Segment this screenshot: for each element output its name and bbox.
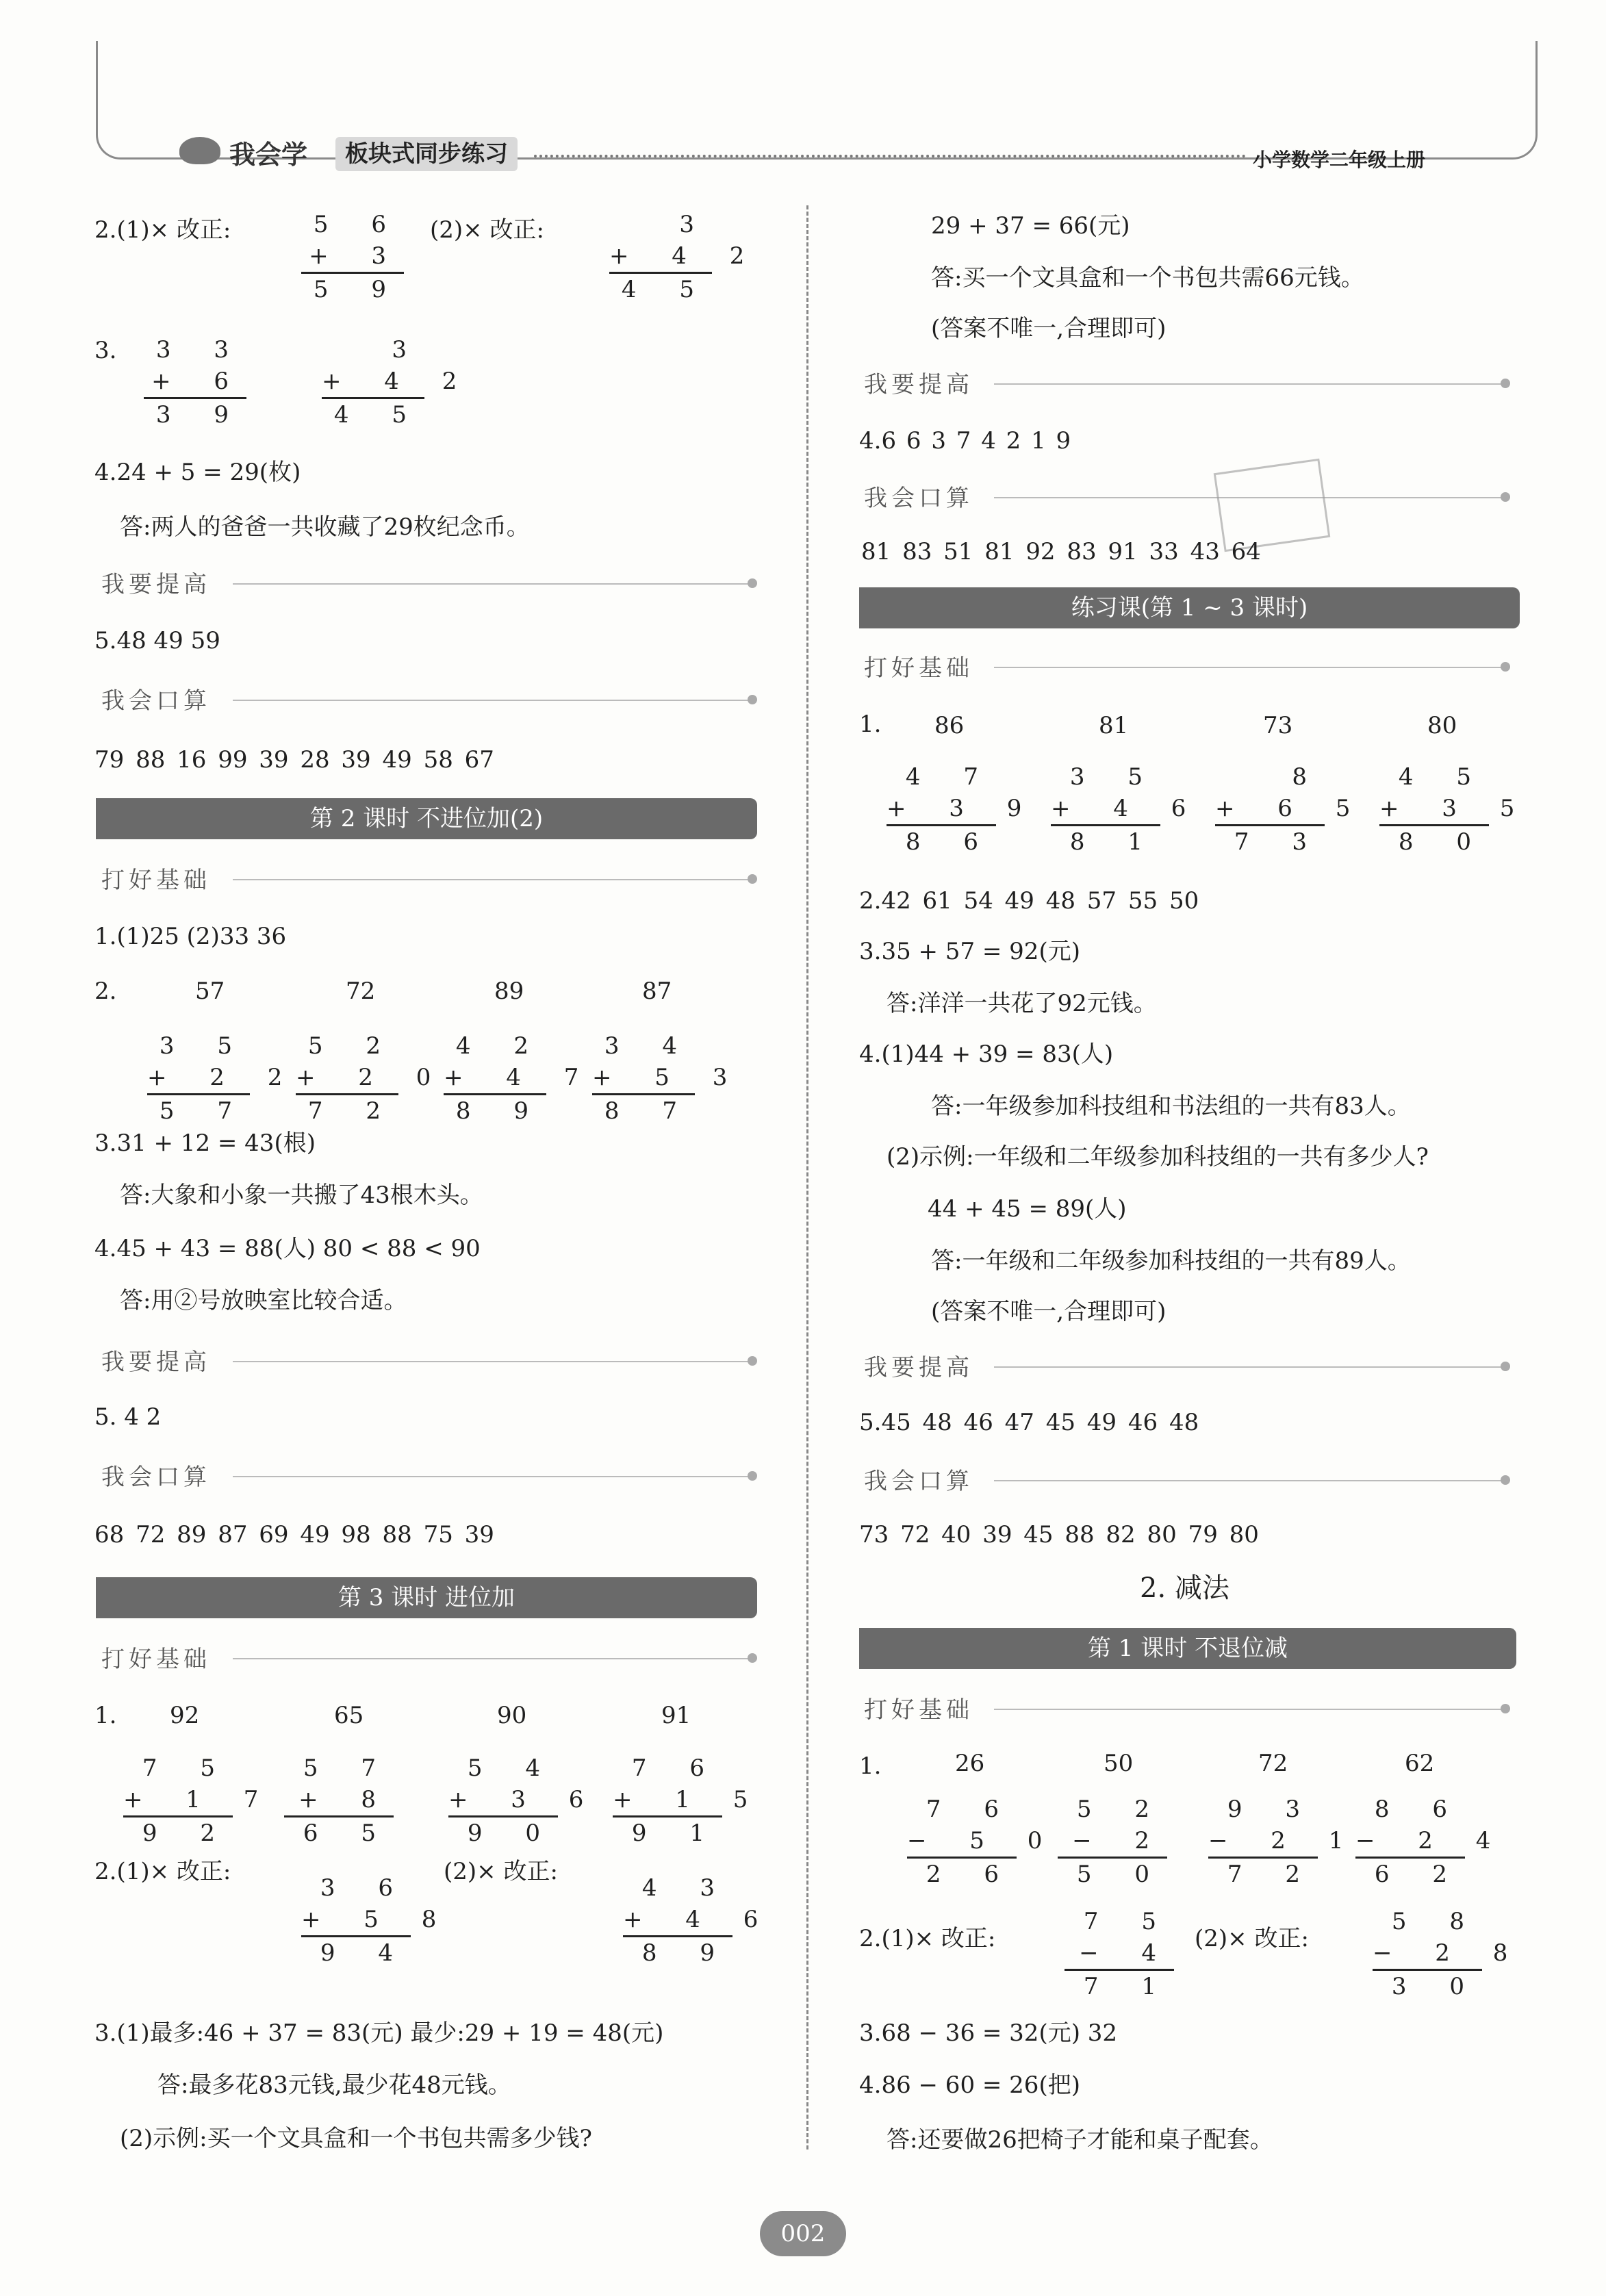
book-title: 小学数学二年级上册 bbox=[1253, 149, 1426, 171]
q4-equation: 4.86 − 60 = 26(把) bbox=[859, 2071, 1080, 2099]
section-basic: 打好基础 bbox=[864, 654, 973, 682]
section-oral: 我会口算 bbox=[101, 687, 211, 715]
section-oral: 我会口算 bbox=[864, 485, 973, 512]
q2-label: 2.(1)× 改正: bbox=[859, 1925, 996, 1952]
q4-answer: 答:还要做26把椅子才能和桌子配套。 bbox=[887, 2126, 1273, 2154]
vertical-addition: 5 7 + 8 6 5 bbox=[284, 1752, 394, 1849]
vertical-subtraction: 7 6 − 5 0 2 6 bbox=[907, 1796, 1060, 1888]
answer-number: 72 bbox=[1258, 1750, 1288, 1777]
section-basic: 打好基础 bbox=[101, 1646, 211, 1673]
answer-number: 72 bbox=[346, 978, 376, 1005]
q1-label: 1. bbox=[859, 1752, 882, 1780]
q2-label: 2. bbox=[94, 978, 117, 1005]
q3-answer: 答:最多花83元钱,最少花48元钱。 bbox=[157, 2071, 511, 2099]
q4-answer: 答:用②号放映室比较合适。 bbox=[120, 1287, 407, 1314]
vertical-subtraction: 7 5 − 4 7 1 bbox=[1065, 1906, 1174, 2002]
q3-answer: 答:大象和小象一共搬了43根木头。 bbox=[120, 1182, 483, 1209]
section-dot bbox=[748, 695, 757, 704]
q2b-label: (2)× 改正: bbox=[430, 216, 544, 244]
answer-number: 65 bbox=[334, 1702, 364, 1729]
q3-equation: 3.68 − 36 = 32(元) 32 bbox=[859, 2019, 1118, 2047]
section-line bbox=[994, 1709, 1504, 1710]
answer-number: 62 bbox=[1405, 1750, 1435, 1777]
answer-number: 92 bbox=[170, 1702, 200, 1729]
oral-answers: 81 83 51 81 92 83 91 33 43 64 bbox=[861, 538, 1261, 565]
vertical-addition: 8 + 6 5 7 3 bbox=[1215, 763, 1368, 856]
vertical-addition: 4 7 + 3 9 8 6 bbox=[887, 763, 1040, 856]
answer: 答:买一个文具盒和一个书包共需66元钱。 bbox=[931, 264, 1364, 292]
lesson-banner: 第 1 课时 不退位减 bbox=[859, 1628, 1516, 1669]
note: (答案不唯一,合理即可) bbox=[931, 1298, 1167, 1325]
vertical-addition: 4 5 + 3 5 8 0 bbox=[1379, 763, 1533, 856]
section-basic: 打好基础 bbox=[101, 867, 211, 894]
note: (答案不唯一,合理即可) bbox=[931, 315, 1167, 342]
vertical-subtraction: 8 6 − 2 4 6 2 bbox=[1355, 1796, 1509, 1888]
section-improve: 我要提高 bbox=[864, 371, 973, 398]
q3-label: 3. bbox=[94, 337, 117, 364]
series-pill: 板块式同步练习 bbox=[335, 137, 518, 171]
lesson-banner: 第 2 课时 不进位加(2) bbox=[96, 798, 757, 839]
answer-number: 57 bbox=[195, 978, 225, 1005]
vertical-addition: 3 5 + 2 2 5 7 bbox=[147, 1032, 301, 1125]
oral-answers: 68 72 89 87 69 49 98 88 75 39 bbox=[94, 1521, 494, 1548]
q2-label: 2.(1)× 改正: bbox=[94, 216, 231, 244]
q2b-label: (2)× 改正: bbox=[1195, 1925, 1309, 1952]
chapter-title: 2. 减法 bbox=[1140, 1572, 1229, 1604]
section-line bbox=[233, 700, 753, 701]
header-dots bbox=[534, 155, 1246, 157]
section-dot bbox=[1501, 492, 1510, 502]
section-basic: 打好基础 bbox=[864, 1696, 973, 1724]
section-line bbox=[233, 1476, 753, 1477]
vertical-addition: 4 2 + 4 7 8 9 bbox=[444, 1032, 597, 1125]
lesson-banner: 练习课(第 1 ~ 3 课时) bbox=[859, 587, 1520, 628]
section-dot bbox=[1501, 1704, 1510, 1713]
section-oral: 我会口算 bbox=[101, 1464, 211, 1491]
vertical-addition: 3 + 4 2 4 5 bbox=[322, 336, 475, 429]
vertical-addition: 3 5 + 4 6 8 1 bbox=[1051, 763, 1204, 856]
vertical-addition: 3 4 + 5 3 8 7 bbox=[592, 1032, 745, 1125]
q4-equation: 4.24 + 5 = 29(枚) bbox=[94, 459, 301, 486]
section-line bbox=[994, 1480, 1504, 1481]
section-oral: 我会口算 bbox=[864, 1468, 973, 1495]
q2-label: 2.(1)× 改正: bbox=[94, 1858, 231, 1885]
answer-number: 80 bbox=[1427, 712, 1457, 739]
section-line bbox=[233, 1658, 753, 1659]
section-improve: 我要提高 bbox=[101, 1349, 211, 1376]
section-dot bbox=[1501, 1362, 1510, 1371]
section-dot bbox=[748, 578, 757, 588]
q2-answer: 2.42 61 54 49 48 57 55 50 bbox=[859, 887, 1199, 915]
section-improve: 我要提高 bbox=[101, 571, 211, 598]
q2b-label: (2)× 改正: bbox=[444, 1858, 558, 1885]
section-line bbox=[994, 1366, 1504, 1368]
q4-answer: 答:两人的爸爸一共收藏了29枚纪念币。 bbox=[120, 513, 530, 541]
section-dot bbox=[748, 1653, 757, 1663]
section-dot bbox=[748, 1471, 757, 1481]
q4-equation: 4.(1)44 + 39 = 83(人) bbox=[859, 1041, 1114, 1068]
page-number: 002 bbox=[760, 2211, 846, 2256]
section-dot bbox=[748, 874, 757, 884]
column-divider bbox=[806, 205, 808, 2150]
vertical-subtraction: 5 8 − 2 8 3 0 bbox=[1373, 1908, 1526, 2000]
vertical-addition: 5 2 + 2 0 7 2 bbox=[296, 1032, 449, 1125]
section-line bbox=[233, 583, 753, 585]
q1-answer: 1.(1)25 (2)33 36 bbox=[94, 923, 287, 950]
oral-answers: 73 72 40 39 45 88 82 80 79 80 bbox=[859, 1521, 1259, 1548]
vertical-addition: 3 + 4 2 4 5 bbox=[609, 211, 763, 303]
vertical-addition: 5 6 + 3 5 9 bbox=[301, 209, 404, 305]
q1-label: 1. bbox=[94, 1702, 117, 1729]
answer-number: 81 bbox=[1099, 712, 1129, 739]
section-line bbox=[994, 383, 1504, 385]
vertical-subtraction: 9 3 − 2 1 7 2 bbox=[1208, 1796, 1362, 1888]
q3b-question: (2)示例:买一个文具盒和一个书包共需多少钱? bbox=[120, 2125, 592, 2152]
answer-number: 73 bbox=[1263, 712, 1293, 739]
q1-label: 1. bbox=[859, 711, 882, 738]
q3-equation: 3.31 + 12 = 43(根) bbox=[94, 1130, 316, 1157]
vertical-addition: 7 5 + 1 7 9 2 bbox=[123, 1755, 277, 1847]
equation: 29 + 37 = 66(元) bbox=[931, 212, 1130, 240]
q4c-answer: 答:一年级和二年级参加科技组的一共有89人。 bbox=[931, 1247, 1411, 1275]
q3-equation: 3.(1)最多:46 + 37 = 83(元) 最少:29 + 19 = 48(元) bbox=[94, 2019, 664, 2047]
q4-answer: 答:一年级参加科技组和书法组的一共有83人。 bbox=[931, 1093, 1411, 1120]
vertical-addition: 4 3 + 4 6 8 9 bbox=[623, 1874, 776, 1967]
vertical-addition: 3 3 + 6 3 9 bbox=[144, 334, 246, 431]
q4c-equation: 44 + 45 = 89(人) bbox=[928, 1195, 1127, 1223]
answer-number: 26 bbox=[955, 1750, 985, 1777]
section-dot bbox=[1501, 379, 1510, 388]
brand-title: 我会学 bbox=[229, 140, 308, 170]
vertical-addition: 7 6 + 1 5 9 1 bbox=[613, 1755, 766, 1847]
q5-answer: 5.48 49 59 bbox=[94, 627, 220, 654]
q3-equation: 3.35 + 57 = 92(元) bbox=[859, 938, 1080, 965]
megaphone-icon bbox=[179, 137, 220, 164]
answer-number: 89 bbox=[494, 978, 524, 1005]
section-improve: 我要提高 bbox=[864, 1354, 973, 1381]
section-line bbox=[233, 879, 753, 880]
vertical-addition: 3 6 + 5 8 9 4 bbox=[301, 1874, 455, 1967]
q4b-question: (2)示例:一年级和二年级参加科技组的一共有多少人? bbox=[887, 1143, 1429, 1171]
section-dot bbox=[1501, 662, 1510, 672]
q5-answer: 5.45 48 46 47 45 49 46 48 bbox=[859, 1409, 1199, 1436]
answer-number: 50 bbox=[1104, 1750, 1134, 1777]
section-line bbox=[233, 1361, 753, 1362]
section-line bbox=[994, 667, 1504, 668]
vertical-addition: 5 4 + 3 6 9 0 bbox=[448, 1755, 602, 1847]
answer-number: 91 bbox=[661, 1702, 691, 1729]
oral-answers: 79 88 16 99 39 28 39 49 58 67 bbox=[94, 746, 494, 774]
header-frame bbox=[96, 41, 1538, 160]
answer-number: 90 bbox=[497, 1702, 527, 1729]
lesson-banner: 第 3 课时 进位加 bbox=[96, 1577, 757, 1618]
vertical-subtraction: 5 2 − 2 5 0 bbox=[1058, 1794, 1167, 1890]
q3-answer: 答:洋洋一共花了92元钱。 bbox=[887, 990, 1157, 1017]
section-dot bbox=[1501, 1475, 1510, 1485]
answer-number: 87 bbox=[642, 978, 672, 1005]
section-dot bbox=[748, 1356, 757, 1366]
q4-equation: 4.45 + 43 = 88(人) 80 < 88 < 90 bbox=[94, 1235, 481, 1262]
q4-answer: 4.6 6 3 7 4 2 1 9 bbox=[859, 427, 1071, 455]
answer-number: 86 bbox=[934, 712, 965, 739]
q5-answer: 5. 4 2 bbox=[94, 1403, 162, 1431]
